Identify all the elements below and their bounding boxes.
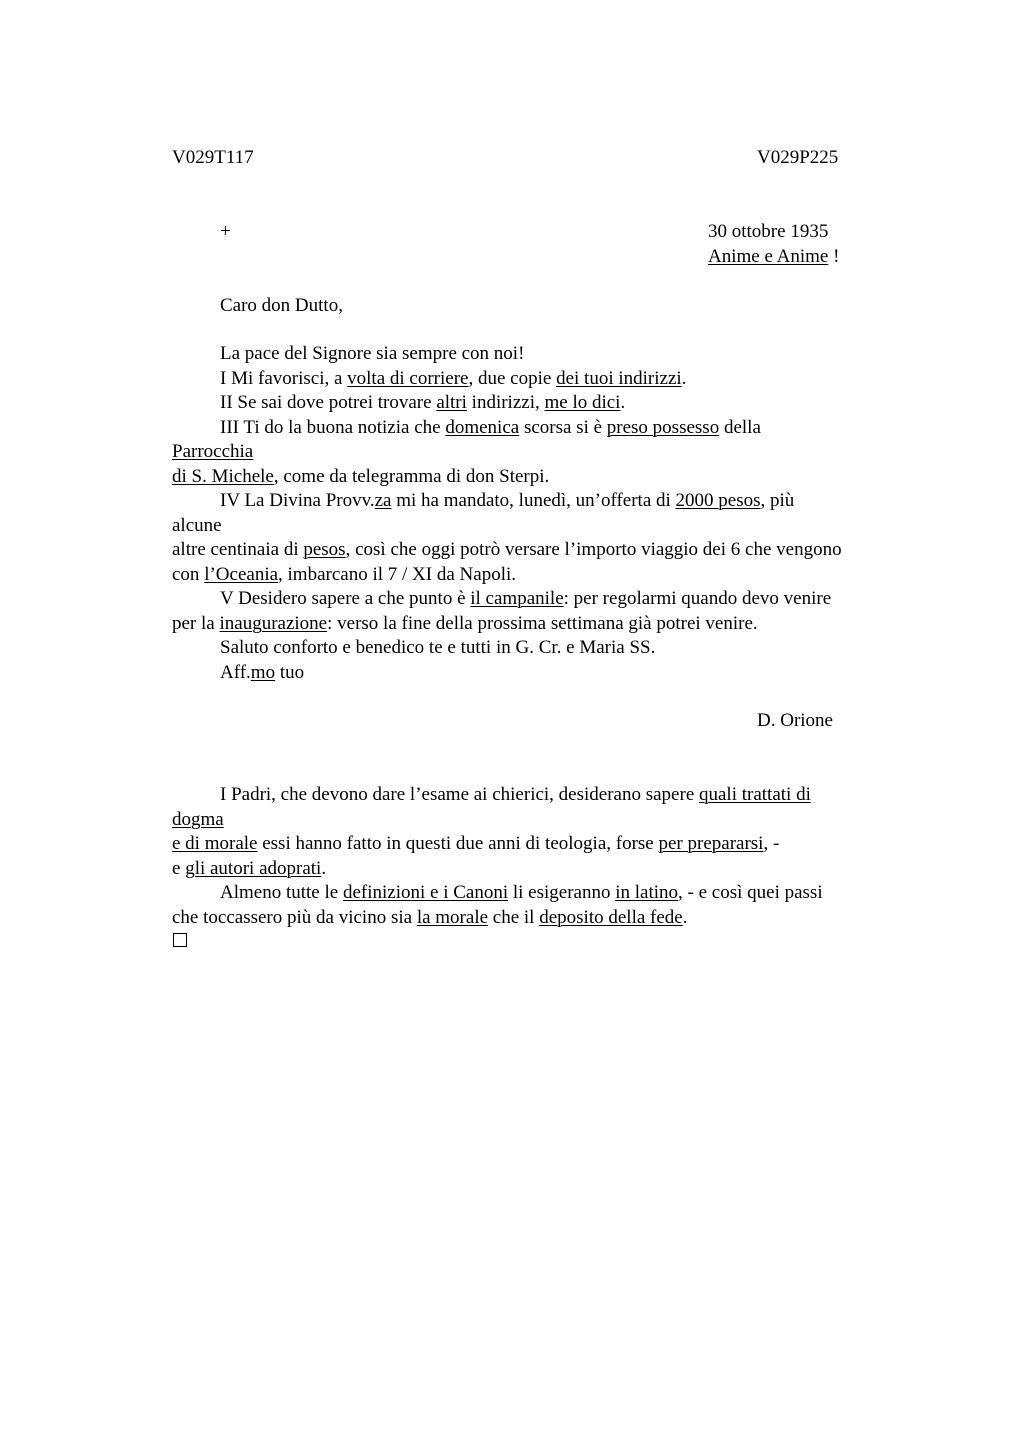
body-line-13: Saluto conforto e benedico te e tutti in G. Cr. e Maria SS.	[220, 637, 656, 658]
ps-line-4: e gli autori adoprati.	[172, 857, 327, 879]
end-square-icon	[173, 933, 187, 947]
body-line-1: La pace del Signore sia sempre con noi!	[220, 343, 525, 364]
signature: D. Orione	[757, 710, 833, 731]
ps-line-6: che toccassero più da vicino sia la morale che il deposito della fede.	[172, 906, 688, 928]
body-line-9: altre centinaia di pesos, così che oggi potrò versare l’importo viaggio dei 6 che vengono	[172, 539, 842, 560]
body-line-10: con l’Oceania, imbarcano il 7 / XI da Napoli.	[172, 563, 516, 585]
motto-punctuation: !	[828, 246, 840, 267]
document-code-right: V029P225	[757, 147, 839, 168]
body-line-14: Aff.mo tuo	[220, 661, 305, 683]
body-line-2: I Mi favorisci, a volta di corriere, due copie dei tuoi indirizzi.	[220, 367, 687, 389]
motto-text: Anime e Anime	[708, 246, 829, 267]
ps-line-3: e di morale essi hanno fatto in questi due anni di teologia, forse per prepararsi, -	[172, 833, 780, 854]
ps-line-2: dogma	[172, 808, 224, 830]
ps-line-1: I Padri, che devono dare l’esame ai chierici, desiderano sapere quali trattati di	[220, 784, 811, 805]
postscript	[172, 783, 912, 930]
body-line-12: per la inaugurazione: verso la fine della prossima settimana già potrei venire.	[172, 612, 758, 634]
body-line-11: V Desidero sapere a che punto è il campanile: per regolarmi quando devo venire	[220, 588, 832, 609]
body-line-8: alcune	[172, 514, 222, 536]
letter-body	[172, 342, 912, 685]
ps-line-5: Almeno tutte le definizioni e i Canoni li esigeranno in latino, - e così quei passi	[220, 882, 823, 903]
salutation: Caro don Dutto,	[220, 295, 343, 316]
cross-mark: +	[220, 221, 231, 242]
body-line-5: Parrocchia	[172, 441, 254, 462]
document-code-left: V029T117	[172, 147, 254, 168]
letter-motto	[708, 245, 839, 269]
body-line-7: IV La Divina Provv.za mi ha mandato, lunedì, un’offerta di 2000 pesos, più	[220, 490, 795, 511]
body-line-3: II Se sai dove potrei trovare altri indirizzi, me lo dici.	[220, 392, 626, 413]
body-line-4: III Ti do la buona notizia che domenica scorsa si è preso possesso della	[220, 416, 761, 438]
letter-date: 30 ottobre 1935	[708, 221, 829, 242]
body-line-6: di S. Michele, come da telegramma di don Sterpi.	[172, 465, 550, 487]
